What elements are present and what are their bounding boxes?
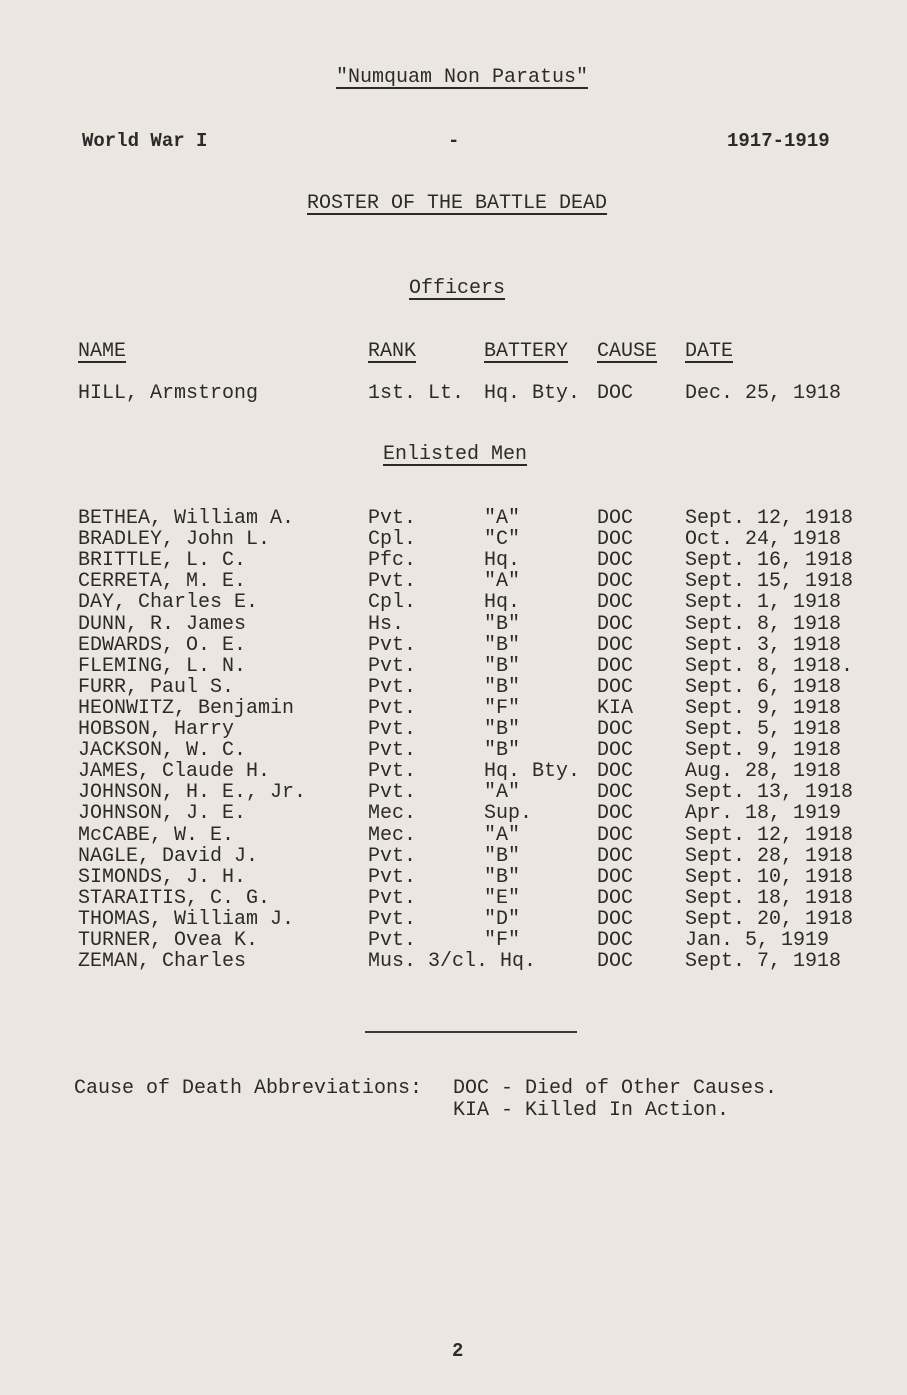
cell-rank: Pvt. bbox=[368, 675, 417, 699]
cell-cause: DOC bbox=[597, 507, 634, 530]
cell-cause: DOC bbox=[597, 633, 634, 657]
cell-cause: DOC bbox=[597, 865, 634, 889]
cell-date: Sept. 12, 1918 bbox=[685, 507, 854, 530]
table-row bbox=[0, 613, 907, 634]
table-row bbox=[0, 634, 907, 655]
cell-battery: "A" bbox=[484, 823, 521, 847]
cell-name: STARAITIS, C. G. bbox=[78, 886, 271, 910]
cell-battery: Hq. bbox=[484, 549, 521, 573]
cell-date: Sept. 3, 1918 bbox=[685, 633, 842, 657]
cell-date: Sept. 10, 1918 bbox=[685, 865, 854, 889]
column-header-name: NAME bbox=[78, 340, 127, 363]
cell-name: JOHNSON, J. E. bbox=[78, 802, 247, 826]
cell-rank: Pvt. bbox=[368, 507, 417, 530]
cell-battery: "B" bbox=[484, 865, 521, 889]
table-row bbox=[0, 676, 907, 697]
cell-cause: DOC bbox=[597, 591, 634, 615]
cell-cause: DOC bbox=[597, 781, 634, 805]
cell-date: Sept. 7, 1918 bbox=[685, 950, 842, 974]
table-row bbox=[0, 887, 907, 908]
cell-name: JOHNSON, H. E., Jr. bbox=[78, 781, 307, 805]
cell-name: BETHEA, William A. bbox=[78, 507, 295, 530]
cell-battery: "B" bbox=[484, 654, 521, 678]
cell-rank: Cpl. bbox=[368, 591, 417, 615]
cell-cause: DOC bbox=[597, 760, 634, 784]
cell-battery: "B" bbox=[484, 612, 521, 636]
cell-date: Jan. 5, 1919 bbox=[685, 929, 830, 952]
cell-battery: "A" bbox=[484, 781, 521, 805]
cell-name: JACKSON, W. C. bbox=[78, 739, 247, 763]
table-row bbox=[0, 718, 907, 739]
table-row bbox=[0, 528, 907, 552]
cell-battery: "D" bbox=[484, 907, 521, 931]
cell-name: NAGLE, David J. bbox=[78, 844, 259, 868]
cell-cause: DOC bbox=[597, 612, 634, 636]
cell-date: Sept. 8, 1918 bbox=[685, 612, 842, 636]
table-row bbox=[0, 908, 907, 929]
page-title: ROSTER OF THE BATTLE DEAD bbox=[307, 192, 608, 215]
cell-rank: Pvt. bbox=[368, 844, 417, 868]
table-row bbox=[0, 507, 907, 528]
table-row bbox=[0, 591, 907, 615]
page-number: 2 bbox=[452, 1340, 464, 1362]
officer-cause: DOC bbox=[597, 382, 634, 405]
cell-cause: DOC bbox=[597, 528, 634, 552]
cell-date: Sept. 9, 1918 bbox=[685, 739, 842, 763]
cell-cause: DOC bbox=[597, 549, 634, 573]
cell-date: Sept. 6, 1918 bbox=[685, 675, 842, 699]
motto: "Numquam Non Paratus" bbox=[336, 66, 589, 89]
enlisted-heading: Enlisted Men bbox=[383, 443, 528, 466]
legend-kia: KIA - Killed In Action. bbox=[453, 1099, 730, 1122]
cell-cause: DOC bbox=[597, 929, 634, 952]
cell-cause: DOC bbox=[597, 844, 634, 868]
cell-rank: Pvt. bbox=[368, 654, 417, 678]
cell-date: Sept. 12, 1918 bbox=[685, 823, 854, 847]
table-row bbox=[0, 802, 907, 826]
cell-rank: Pvt. bbox=[368, 739, 417, 763]
cell-date: Sept. 1, 1918 bbox=[685, 591, 842, 615]
cell-date: Aug. 28, 1918 bbox=[685, 760, 842, 784]
column-headers bbox=[0, 340, 907, 361]
table-row bbox=[0, 697, 907, 718]
column-header-date: DATE bbox=[685, 340, 734, 363]
cell-battery: "B" bbox=[484, 739, 521, 763]
cell-rank: Hs. bbox=[368, 612, 405, 636]
cell-cause: DOC bbox=[597, 739, 634, 763]
table-row bbox=[0, 866, 907, 887]
war-years: 1917-1919 bbox=[727, 130, 830, 152]
cell-name: TURNER, Ovea K. bbox=[78, 929, 259, 952]
cell-name: McCABE, W. E. bbox=[78, 823, 235, 847]
cell-cause: DOC bbox=[597, 654, 634, 678]
cell-name: CERRETA, M. E. bbox=[78, 570, 247, 594]
cell-rank: Pvt. bbox=[368, 907, 417, 931]
cell-name: DAY, Charles E. bbox=[78, 591, 259, 615]
cell-date: Sept. 18, 1918 bbox=[685, 886, 854, 910]
war-name: World War I bbox=[82, 130, 208, 152]
cell-date: Sept. 8, 1918. bbox=[685, 654, 854, 678]
cell-cause: DOC bbox=[597, 802, 634, 826]
cell-date: Apr. 18, 1919 bbox=[685, 802, 842, 826]
cell-date: Oct. 24, 1918 bbox=[685, 528, 842, 552]
cell-date: Sept. 5, 1918 bbox=[685, 718, 842, 741]
cell-date: Sept. 15, 1918 bbox=[685, 570, 854, 594]
table-row bbox=[0, 929, 907, 950]
cell-rank: Cpl. bbox=[368, 528, 417, 552]
cell-name: BRADLEY, John L. bbox=[78, 528, 271, 552]
cell-rank: Pfc. bbox=[368, 549, 417, 573]
cell-rank: Pvt. bbox=[368, 929, 417, 952]
cell-rank: Mec. bbox=[368, 823, 417, 847]
cell-battery: "F" bbox=[484, 696, 521, 720]
cell-name: JAMES, Claude H. bbox=[78, 760, 271, 784]
cell-rank: Pvt. bbox=[368, 570, 417, 594]
cell-rank: Pvt. bbox=[368, 718, 417, 741]
cell-name: THOMAS, William J. bbox=[78, 907, 295, 931]
cell-rank: Mus. 3/cl. Hq. bbox=[368, 950, 537, 974]
cell-name: SIMONDS, J. H. bbox=[78, 865, 247, 889]
cell-battery: "B" bbox=[484, 844, 521, 868]
table-row bbox=[0, 824, 907, 845]
table-row bbox=[0, 760, 907, 784]
cell-cause: DOC bbox=[597, 675, 634, 699]
officer-date: Dec. 25, 1918 bbox=[685, 382, 842, 405]
cell-name: DUNN, R. James bbox=[78, 612, 247, 636]
cell-rank: Pvt. bbox=[368, 886, 417, 910]
table-row bbox=[0, 655, 907, 676]
cell-cause: DOC bbox=[597, 718, 634, 741]
cell-battery: "F" bbox=[484, 929, 521, 952]
cell-battery: Hq. Bty. bbox=[484, 760, 581, 784]
cell-date: Sept. 9, 1918 bbox=[685, 696, 842, 720]
cell-cause: DOC bbox=[597, 886, 634, 910]
cell-cause: KIA bbox=[597, 696, 634, 720]
cell-battery: "E" bbox=[484, 886, 521, 910]
officers-heading: Officers bbox=[409, 277, 506, 300]
cell-cause: DOC bbox=[597, 823, 634, 847]
cell-rank: Pvt. bbox=[368, 633, 417, 657]
cell-battery: Hq. bbox=[484, 591, 521, 615]
cell-rank: Mec. bbox=[368, 802, 417, 826]
cell-name: BRITTLE, L. C. bbox=[78, 549, 247, 573]
cell-date: Sept. 28, 1918 bbox=[685, 844, 854, 868]
column-header-battery: BATTERY bbox=[484, 340, 569, 363]
legend-label: Cause of Death Abbreviations: bbox=[74, 1077, 423, 1100]
officer-battery: Hq. Bty. bbox=[484, 382, 581, 405]
cell-name: FLEMING, L. N. bbox=[78, 654, 247, 678]
cell-name: HOBSON, Harry bbox=[78, 718, 235, 741]
cell-battery: "B" bbox=[484, 675, 521, 699]
table-row bbox=[0, 549, 907, 573]
cell-rank: Pvt. bbox=[368, 865, 417, 889]
table-row bbox=[0, 739, 907, 763]
cell-date: Sept. 16, 1918 bbox=[685, 549, 854, 573]
cell-rank: Pvt. bbox=[368, 781, 417, 805]
cell-battery: "A" bbox=[484, 570, 521, 594]
cell-name: FURR, Paul S. bbox=[78, 675, 235, 699]
cell-battery: "B" bbox=[484, 633, 521, 657]
cell-cause: DOC bbox=[597, 570, 634, 594]
cell-rank: Pvt. bbox=[368, 696, 417, 720]
cell-name: EDWARDS, O. E. bbox=[78, 633, 247, 657]
table-row bbox=[0, 781, 907, 805]
cell-name: HEONWITZ, Benjamin bbox=[78, 696, 295, 720]
column-header-rank: RANK bbox=[368, 340, 417, 363]
table-row bbox=[0, 845, 907, 866]
war-dash: - bbox=[448, 130, 460, 152]
divider-rule bbox=[365, 1031, 577, 1033]
cell-rank: Pvt. bbox=[368, 760, 417, 784]
officer-rank: 1st. Lt. bbox=[368, 382, 465, 405]
cell-cause: DOC bbox=[597, 950, 634, 974]
legend-doc: DOC - Died of Other Causes. bbox=[453, 1077, 778, 1100]
table-row bbox=[0, 950, 907, 974]
cell-battery: "B" bbox=[484, 718, 521, 741]
cell-date: Sept. 20, 1918 bbox=[685, 907, 854, 931]
cell-battery: "A" bbox=[484, 507, 521, 530]
officer-row bbox=[0, 382, 907, 403]
cell-battery: "C" bbox=[484, 528, 521, 552]
table-row bbox=[0, 570, 907, 594]
cell-cause: DOC bbox=[597, 907, 634, 931]
column-header-cause: CAUSE bbox=[597, 340, 658, 363]
officer-name: HILL, Armstrong bbox=[78, 382, 259, 405]
cell-name: ZEMAN, Charles bbox=[78, 950, 247, 974]
cell-date: Sept. 13, 1918 bbox=[685, 781, 854, 805]
cell-battery: Sup. bbox=[484, 802, 533, 826]
